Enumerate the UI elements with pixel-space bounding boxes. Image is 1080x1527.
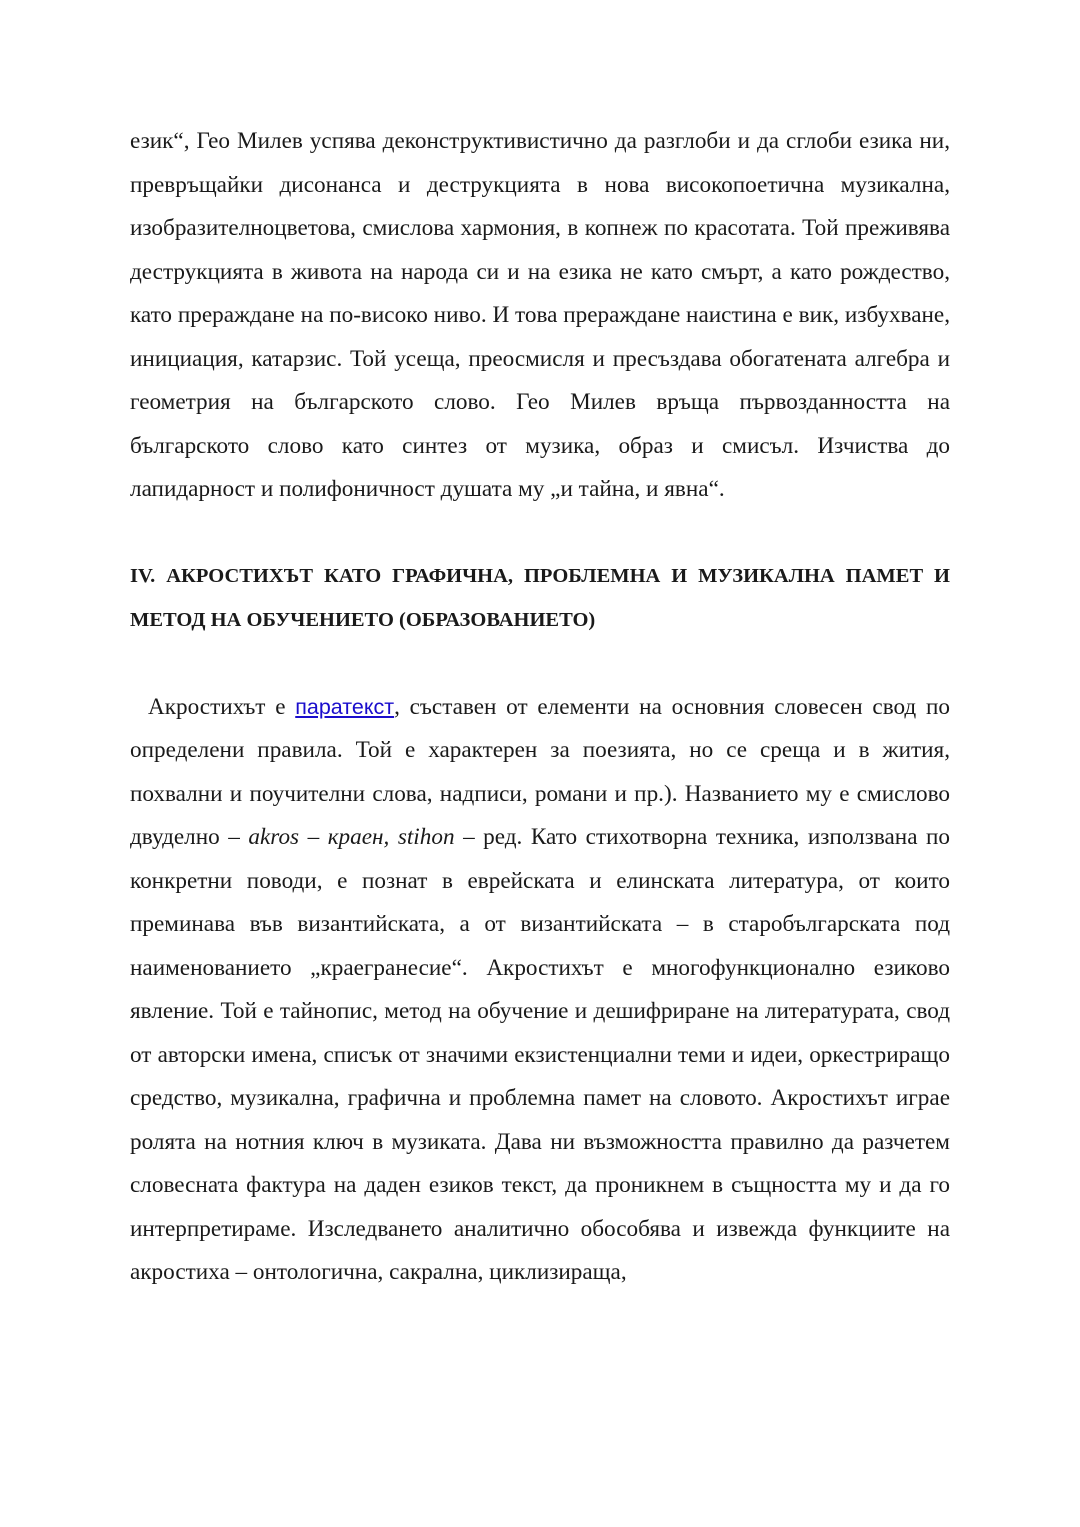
document-page bbox=[130, 120, 950, 1295]
body-paragraph-1: език“, Гео Милев успява деконструктивистично да разглоби и да сглоби езика ни, превръщайки дисонанса и деструкцията в нова високопоетична музикална, изобразителноцветова, смислова хармония, в копнеж по красотата. Той преживява деструкцията в живота на народа си и на езика не като смърт, а като рождество, като прераждане на по-високо ниво. И това прераждане наистина е вик, избухване, инициация, катарзис. Той усеща, преосмисля и пресъздава обогатената алгебра и геометрия на българското слово. Гео Милев връща първозданността на българското слово като синтез от музика, образ и смисъл. Изчиства до лапидарност и полифоничност душата му „и тайна, и явна“. bbox=[130, 128, 950, 502]
term-dash: – bbox=[299, 824, 328, 850]
paratext-link[interactable]: паратекст bbox=[295, 694, 395, 719]
term-meaning: краен, stihon bbox=[327, 824, 455, 850]
paragraph-2-rest: – ред. Като стихотворна техника, използвана по конкретни поводи, е познат в еврейската и елинската литература, от които преминава във византийската, а от византийската – в старобългарската под наименованието „краегранесие“. Акростихът е многофункционално езиково явление. Той е тайнопис, метод на обучение и дешифриране на литературата, свод от авторски имена, списък от значими екзистенциални теми и идеи, оркестриращо средство, музикална, графична и проблемна памет на словото. Акростихът играе ролята на нотния ключ в музиката. Дава ни възможността правилно да разчетем словесната фактура на даден езиков текст, да проникнем в същността му и да го интерпретираме. Изследването аналитично обособява и извежда функциите на акростиха – онтологична, сакрална, циклизираща, bbox=[130, 824, 951, 1285]
term-akros: akros bbox=[248, 824, 300, 850]
paragraph-2-after-link: , съставен от елементи на основния словесен свод по определени правила. Той е характерен за поезията, но се среща и в жития, похвални и поучителни слова, надписи, романи и пр.). Названието му е смислово двуделно – bbox=[130, 693, 950, 850]
paragraph-2-lead: Акростихът е bbox=[148, 693, 296, 720]
body-paragraph-2 bbox=[130, 686, 950, 1295]
section-heading: IV. АКРОСТИХЪТ КАТО ГРАФИЧНА, ПРОБЛЕМНА И МУЗИКАЛНА ПАМЕТ И МЕТОД НА ОБУЧЕНИЕТО (ОБРАЗОВАНИЕТО) bbox=[130, 565, 950, 631]
